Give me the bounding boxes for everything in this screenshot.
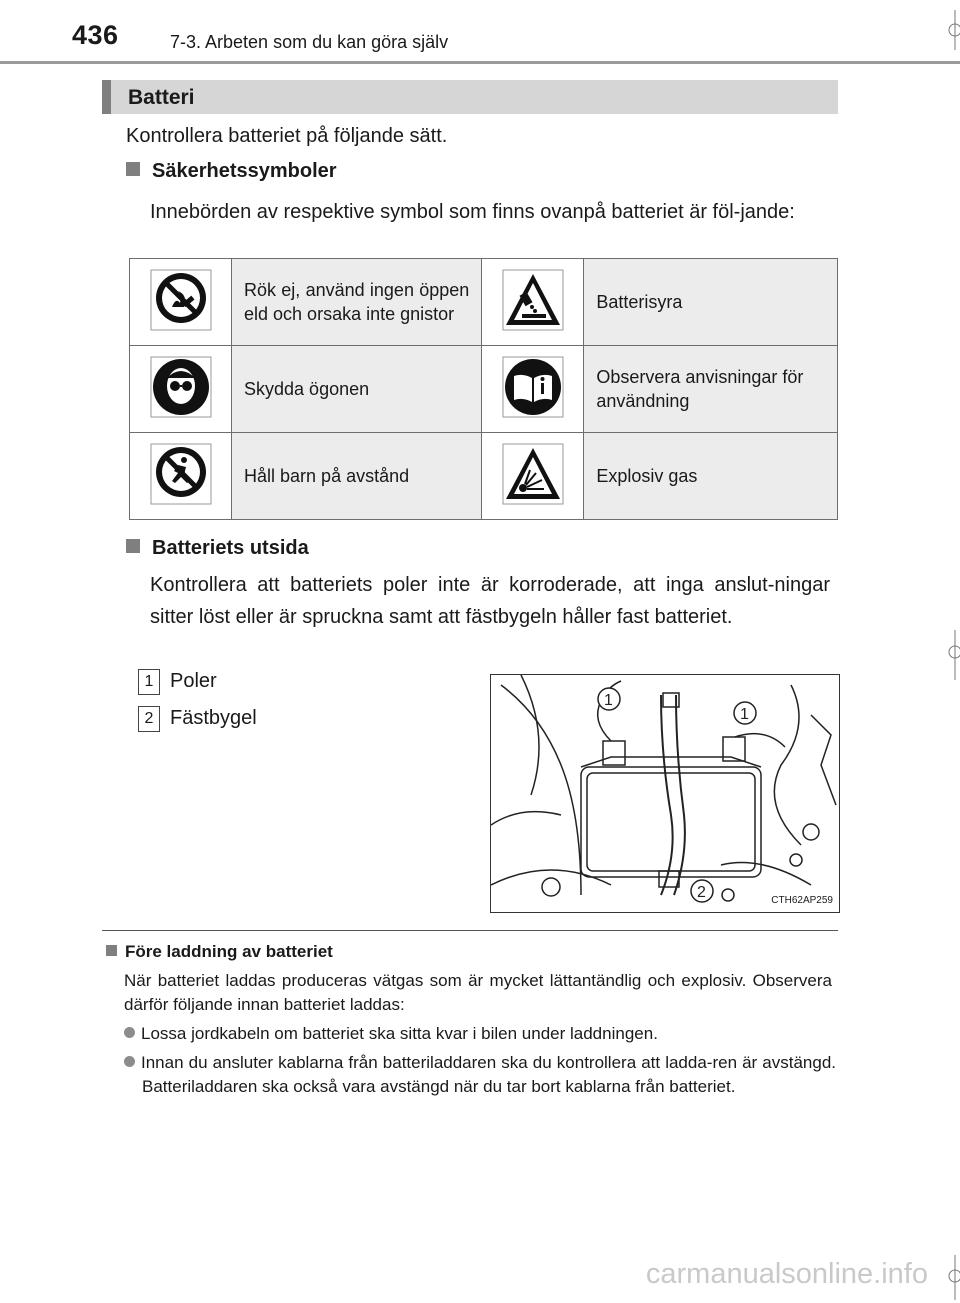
no-smoking-flame-icon [150,269,212,331]
crop-marks [930,0,960,1303]
note-divider [102,930,838,931]
section-title-bar [102,80,838,114]
battery-acid-icon [502,269,564,331]
note-heading [106,942,333,962]
symbol-cell [130,259,232,346]
figure-code: CTH62AP259 [771,895,833,906]
eye-protection-icon [150,356,212,418]
battery-exterior-heading [126,537,309,560]
note-bullet-text: Lossa jordkabeln om batteriet ska sitta kvar i bilen under laddningen. [141,1024,658,1043]
symbol-cell [482,433,584,520]
legend-label: Fästbygel [170,707,257,729]
table-row [130,433,838,520]
keep-children-away-icon [150,443,212,505]
safety-symbols-heading [126,160,337,183]
square-bullet-icon [126,162,140,176]
figure-callout-2: 2 [697,884,706,901]
section-accent [102,80,111,114]
table-row [130,346,838,433]
battery-exterior-text: Kontrollera att batteriets poler inte är korroderade, att inga anslut-ningar sitter löst eller är spruckna samt att fästbygeln håller fast batteriet. [150,574,830,628]
safety-symbols-heading-text: Säkerhetssymboler [152,160,337,182]
symbol-cell [130,346,232,433]
legend-number: 1 [138,669,160,695]
square-bullet-icon [126,539,140,553]
read-instructions-icon [502,356,564,418]
symbol-label: Skydda ögonen [232,346,482,433]
symbol-cell [482,259,584,346]
page-number: 436 [72,20,119,50]
symbol-label: Batterisyra [584,259,838,346]
legend-number: 2 [138,706,160,732]
battery-exterior-heading-text: Batteriets utsida [152,537,309,559]
watermark: carmanualsonline.info [645,1258,928,1290]
symbol-cell [482,346,584,433]
note-text: När batteriet laddas produceras vätgas som är mycket lättantändlig och explosiv. Observera därför följande innan batteriet laddas: [124,971,832,1014]
square-bullet-icon [106,945,117,956]
safety-symbol-table [129,258,838,520]
bullet-dot-icon [124,1027,135,1038]
section-title: Batteri [128,86,195,109]
engine-bay-drawing [491,675,839,912]
figure-callout-1: 1 [604,692,613,709]
symbol-label: Observera anvisningar för användning [584,346,838,433]
explosive-gas-icon [502,443,564,505]
symbol-cell [130,433,232,520]
legend-label: Poler [170,670,217,692]
note-heading-text: Före laddning av batteriet [125,942,333,961]
legend-item [138,669,217,695]
intro-text: Kontrollera batteriet på följande sätt. [126,125,448,147]
note-bullet [124,1051,836,1099]
note-bullet-text: Innan du ansluter kablarna från batteriladdaren ska du kontrollera att ladda-ren är avstängd. Batteriladdaren ska också vara avstängd när du tar bort kablarna från batteriet. [141,1053,836,1096]
header-rule [0,61,960,64]
note-bullet [124,1022,836,1046]
battery-illustration [490,674,840,913]
safety-symbols-text: Innebörden av respektive symbol som finns ovanpå batteriet är föl-jande: [150,201,795,223]
figure-callout-1b: 1 [740,706,749,723]
table-row [130,259,838,346]
symbol-label: Explosiv gas [584,433,838,520]
symbol-label: Håll barn på avstånd [232,433,482,520]
bullet-dot-icon [124,1056,135,1067]
chapter-title: 7-3. Arbeten som du kan göra själv [170,32,449,52]
legend-item [138,706,257,732]
symbol-label: Rök ej, använd ingen öppen eld och orsaka inte gnistor [232,259,482,346]
